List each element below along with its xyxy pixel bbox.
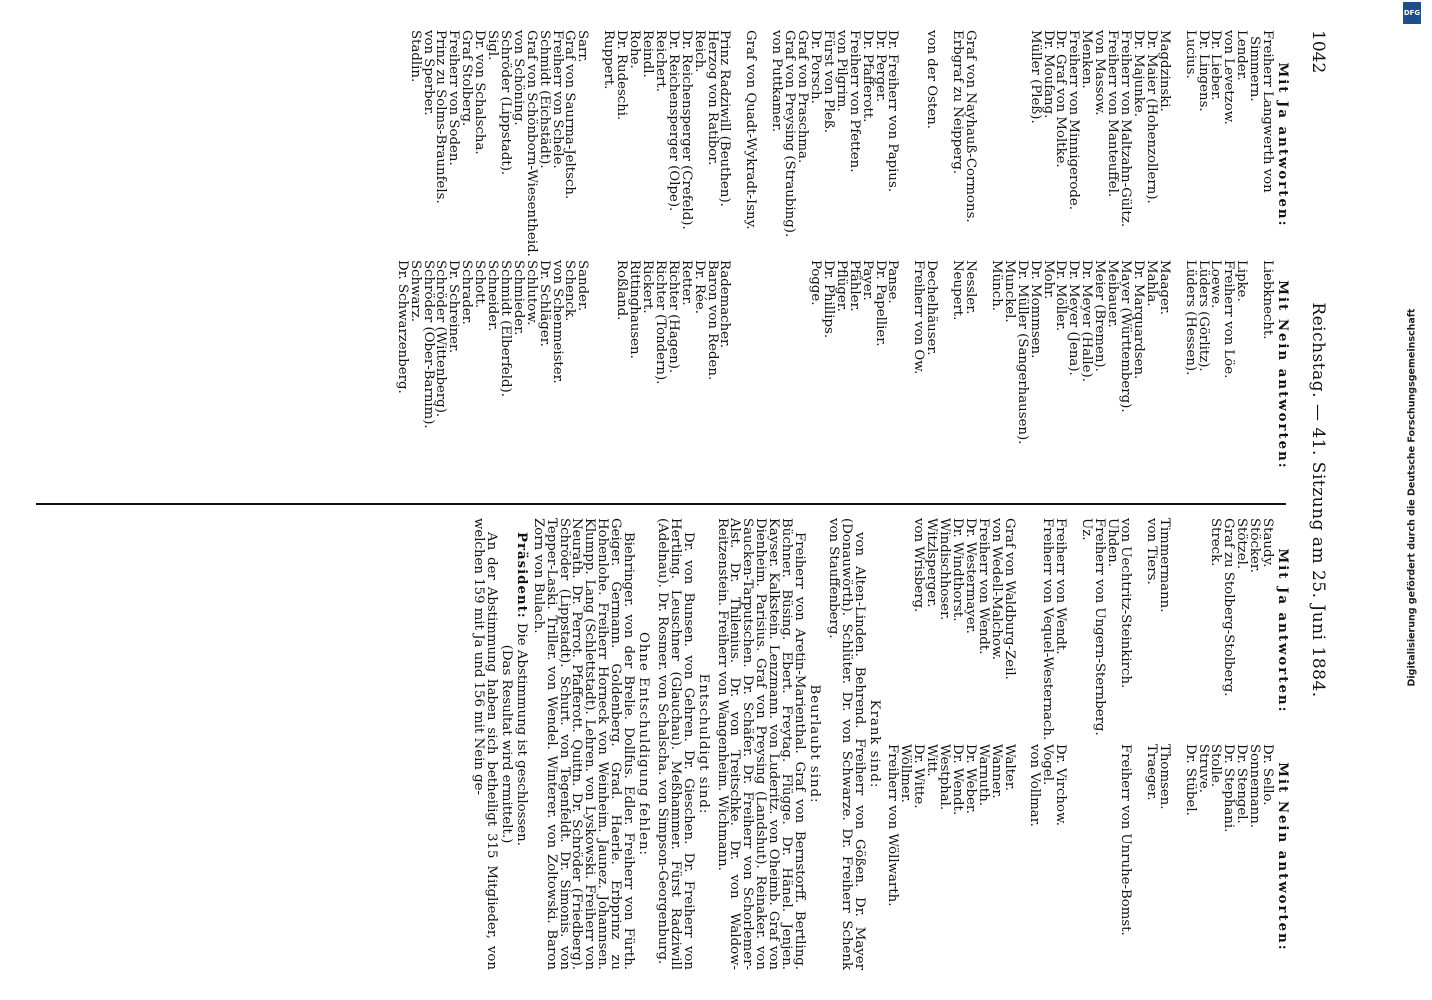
- yes-vote-name: Dr. Rudeschi.: [614, 30, 630, 121]
- no-vote-name: Pfähler.: [846, 260, 862, 312]
- yes-vote-name: Freiherr von Schele.: [549, 30, 565, 169]
- vote-row: [1234, 518, 1250, 970]
- yes-vote-name: Windischhoser.: [937, 518, 953, 621]
- no-vote-name: Dr. Virchow.: [1053, 744, 1069, 827]
- vote-row: [1118, 30, 1134, 490]
- no-vote-name: Walter.: [1001, 744, 1017, 792]
- yes-vote-name: von Schöning.: [510, 30, 526, 126]
- no-vote-name: Dr. Müller (Sangerhausen).: [1014, 260, 1030, 445]
- yes-vote-name: Graf von Nayhauß-Cormons.: [963, 30, 979, 223]
- yes-vote-name: [1183, 518, 1196, 744]
- no-vote-name: Stolle.: [1208, 744, 1224, 788]
- yes-vote-name: Freiherr von Maltzahn-Gültz.: [1118, 30, 1134, 228]
- vote-row: [1053, 518, 1069, 970]
- page-header: [1300, 30, 1330, 970]
- no-vote-name: Lüders (Görlitz).: [1195, 260, 1211, 372]
- no-vote-name: Freiherr von Unruhe-Bomst.: [1117, 744, 1133, 936]
- no-vote-name: von Schenmeister.: [549, 260, 565, 384]
- no-vote-name: [1105, 744, 1118, 970]
- no-vote-name: Lipke.: [1234, 260, 1250, 302]
- yes-vote-name: Freiherr von Ungern-Sternberg.: [1092, 518, 1108, 736]
- no-vote-name: Schmieder.: [510, 260, 526, 336]
- vote-row: [911, 30, 927, 490]
- list-spacer: [588, 30, 601, 490]
- no-vote-name: Dr. Weber.: [962, 744, 978, 814]
- yes-vote-name: [1196, 518, 1209, 744]
- yes-vote-name: Dr. Reichensperger (Crefeld).: [678, 30, 694, 230]
- yes-vote-name: von Levetzow.: [1221, 30, 1237, 125]
- no-vote-name: Schröder (Wittenberg).: [433, 260, 449, 418]
- yes-vote-name: Graf von Praschma.: [795, 30, 811, 164]
- vote-row: [1079, 30, 1095, 490]
- no-vote-name: [795, 260, 808, 490]
- no-vote-name: Schrader.: [459, 260, 475, 325]
- no-vote-name: Traeger.: [1143, 744, 1159, 801]
- no-vote-name: Mohr.: [1040, 260, 1056, 300]
- no-vote-name: Nessler.: [963, 260, 979, 315]
- no-vote-name: Rickert.: [640, 260, 656, 314]
- vote-row: [1234, 30, 1250, 490]
- dfg-logo: DFG: [1403, 2, 1421, 24]
- yes-vote-name: Uz.: [1079, 518, 1095, 541]
- vote-row: [576, 30, 589, 490]
- yes-vote-name: Freiherr von Manteuffel.: [1105, 30, 1121, 198]
- no-vote-name: Dr. Stengel.: [1234, 744, 1250, 824]
- no-vote-name: Munckel.: [1001, 260, 1017, 323]
- yes-vote-name: Magdzinski.: [1156, 30, 1172, 112]
- no-vote-name: Dr. Meyer (Halle).: [1079, 260, 1095, 382]
- no-vote-name: Rittinghausen.: [627, 260, 643, 359]
- no-vote-name: Westphal.: [937, 744, 953, 811]
- yes-vote-name: Reich.: [691, 30, 707, 73]
- no-vote-name: Dr. Stephani.: [1221, 744, 1237, 833]
- no-vote-name: Neupert.: [950, 260, 966, 321]
- no-vote-name: Schneider.: [485, 260, 501, 332]
- page-title: Reichstag. — 41. Sitzung am 25. Juni 1884.: [1308, 302, 1328, 698]
- yes-vote-name: Dr. Lingens.: [1195, 30, 1211, 112]
- yes-vote-name: Stöcker.: [1247, 518, 1263, 573]
- vote-row: [1183, 518, 1196, 970]
- no-vote-name: Sonnemann.: [1247, 744, 1263, 829]
- yes-vote-name: Freiherr von Pfetten.: [846, 30, 862, 173]
- no-vote-name: Sander.: [575, 260, 591, 312]
- no-vote-name: Richter (Tondern).: [652, 260, 668, 385]
- yes-vote-name: Graf Stolberg.: [459, 30, 475, 127]
- vote-row: [886, 518, 899, 970]
- yes-vote-name: Graf zu Stolberg-Stolberg.: [1221, 518, 1237, 697]
- no-vote-name: Retter.: [678, 260, 694, 306]
- no-vote-name: Wöllmer.: [898, 744, 914, 803]
- vote-row: [1079, 518, 1095, 970]
- no-vote-name: Warnuth.: [975, 744, 991, 807]
- yes-vote-name: Fürst von Pleß.: [820, 30, 836, 134]
- excused-heading: Entschuldigt sind:: [695, 673, 711, 815]
- vote-headings: [1275, 518, 1288, 970]
- no-vote-name: [1079, 744, 1092, 970]
- yes-vote-name: Ruppert.: [601, 30, 617, 90]
- no-vote-name: Dr. Wendt.: [949, 744, 965, 816]
- yes-vote-name: [911, 30, 924, 260]
- no-vote-name: [601, 260, 614, 490]
- yes-vote-name: Erbgraf zu Neipperg.: [950, 30, 966, 175]
- vote-row: [446, 30, 462, 490]
- yes-vote-name: von Uechtritz-Steinkirch.: [1117, 518, 1133, 689]
- no-vote-name: Loewe.: [1208, 260, 1224, 309]
- no-heading: Mit Nein antworten:: [1275, 280, 1290, 470]
- no-vote-name: von Vollmar.: [1027, 744, 1043, 827]
- yes-vote-name: Schröder (Lippstadt).: [497, 30, 513, 176]
- yes-vote-name: Schmidt (Eichstädt).: [536, 30, 552, 169]
- leave-heading: Beurlaubt sind:: [806, 684, 822, 804]
- no-vote-name: Meier (Bremen).: [1092, 260, 1108, 372]
- yes-vote-name: Freiherr von Soden.: [446, 30, 462, 166]
- final-paragraph: An der Abstimmung haben sich betheiligt 315 Mitglieder, von welchen 159 mit Ja und 156 mit Nein ge-: [471, 518, 500, 970]
- vote-row: [395, 30, 408, 490]
- no-vote-name: Dr. Witte.: [911, 744, 927, 809]
- no-vote-name: Witt.: [924, 744, 940, 777]
- yes-vote-name: Streck.: [1208, 518, 1224, 567]
- vote-row: [601, 30, 617, 490]
- excused-list: Dr. von Bunsen. von Gehren. Dr. Gieschen. Dr. Freiherr von Hertling. Leuschner (Glauchau). Meßhammer. Fürst Radziwill (Adelnau). Dr. Rosmer. von Schalscha. von Simpson-Georgenburg.: [654, 518, 696, 970]
- vote-row: [898, 518, 914, 970]
- vote-row: [1221, 518, 1237, 970]
- no-heading: Mit Nein antworten:: [1275, 762, 1290, 952]
- no-vote-name: Liebknecht.: [1260, 260, 1276, 340]
- column-divider: [36, 503, 1286, 505]
- no-vote-name: Roßland.: [614, 260, 630, 321]
- yes-vote-name: Sigl.: [485, 30, 501, 61]
- vote-row: [1144, 518, 1157, 970]
- yes-vote-name: Freiherr von Vequel-Westernach.: [1040, 518, 1056, 741]
- no-vote-name: Richter (Hagen).: [665, 260, 681, 374]
- list-spacer: [937, 30, 950, 490]
- vote-row: [808, 30, 821, 490]
- yes-vote-name: [395, 30, 408, 260]
- no-vote-name: Schlutow.: [523, 260, 539, 326]
- yes-vote-name: Herzog von Ratibor.: [704, 30, 720, 166]
- yes-vote-name: von Puttkamer.: [769, 30, 785, 133]
- no-vote-name: Dr. Stübel.: [1182, 744, 1198, 816]
- vote-row: [1247, 518, 1263, 970]
- vote-row: [627, 30, 643, 490]
- vote-row: [614, 30, 630, 490]
- yes-vote-name: [989, 30, 1002, 260]
- vote-row: [1092, 518, 1108, 970]
- vote-row: [1247, 30, 1276, 490]
- no-vote-name: Dr. Möller.: [1053, 260, 1069, 332]
- yes-vote-name: Staudy.: [1260, 518, 1276, 568]
- vote-row: [769, 30, 785, 490]
- yes-vote-name: Prinz zu Solms-Braunfels.: [433, 30, 449, 204]
- no-vote-name: Dr. Schläger.: [536, 260, 552, 347]
- yes-vote-name: Dr. Windthorst.: [949, 518, 965, 622]
- no-vote-name: Dr. Papellier.: [872, 260, 888, 347]
- yes-vote-name: von Sperber.: [420, 30, 436, 116]
- yes-vote-name: Sarr.: [575, 30, 591, 63]
- yes-vote-name: Graf von Schönborn-Wiesentheid.: [523, 30, 539, 257]
- yes-vote-name: Graf von Waldburg-Zeil.: [1001, 518, 1017, 680]
- vote-row: [1105, 30, 1121, 490]
- no-vote-name: Schenck.: [562, 260, 578, 322]
- president-text: Die Abstimmung ist geschlossen.: [513, 622, 529, 846]
- vote-row: [963, 30, 979, 490]
- list-spacer: [898, 30, 911, 490]
- column-left: [43, 30, 1288, 490]
- yes-vote-name: [1028, 518, 1041, 744]
- no-vote-name: Dr. Schreiner.: [446, 260, 462, 354]
- no-vote-name: Mayer (Württemberg).: [1118, 260, 1134, 413]
- yes-vote-name: Uhden.: [1105, 518, 1121, 567]
- no-vote-name: Panse.: [885, 260, 901, 304]
- vote-row: [782, 30, 798, 490]
- yes-vote-name: Freiherr von Wendt.: [1053, 518, 1069, 655]
- yes-vote-name: Reindl.: [640, 30, 656, 78]
- no-vote-name: [769, 260, 782, 490]
- yes-vote-name: von Massow.: [1092, 30, 1108, 116]
- yes-vote-name: Prinz Radziwill (Beuthen).: [717, 30, 733, 207]
- page-number: 1042: [1308, 30, 1328, 74]
- yes-vote-name: Dr. Porsch.: [808, 30, 823, 104]
- no-vote-name: Struve.: [1195, 744, 1211, 793]
- yes-vote-name: von Pilgrim.: [833, 30, 849, 112]
- vote-row: [640, 30, 656, 490]
- yes-vote-name: Dr. Graf von Moltke.: [1053, 30, 1069, 168]
- vote-row: [1041, 518, 1054, 970]
- yes-vote-name: Freiherr von Wendt.: [975, 518, 991, 655]
- yes-vote-name: Dr. Majunke.: [1130, 30, 1146, 117]
- yes-vote-name: Dr. Freiherr von Papius.: [885, 30, 901, 193]
- no-vote-name: Dechelhäuser.: [924, 260, 940, 356]
- no-vote-name: Maager.: [1156, 260, 1172, 315]
- result-note: (Das Resultat wird ermittelt.): [498, 644, 514, 844]
- no-vote-name: Schwarz.: [407, 260, 423, 323]
- yes-vote-name: Lender.: [1234, 30, 1250, 81]
- yes-vote-name: Stadlin.: [407, 30, 423, 83]
- no-vote-name: [743, 260, 756, 490]
- yes-vote-name: von Wrisberg.: [911, 518, 927, 613]
- list-spacer: [756, 30, 769, 490]
- no-vote-name: Vogel.: [1040, 744, 1056, 786]
- no-vote-name: Freiherr von Löe.: [1221, 260, 1237, 379]
- no-vote-name: Dr. Sello.: [1260, 744, 1276, 806]
- yes-vote-name: Stötzel.: [1234, 518, 1250, 570]
- sick-heading: Krank sind:: [866, 699, 882, 789]
- vote-row: [1105, 518, 1121, 970]
- no-vote-name: Dr. Phillips.: [820, 260, 836, 339]
- vote-row: [937, 518, 953, 970]
- absent-heading: Ohne Entschuldigung fehlen:: [636, 631, 652, 857]
- president-statement: [514, 518, 527, 970]
- vote-row: [924, 30, 940, 490]
- no-vote-name: Pogge.: [808, 260, 823, 306]
- absent-list: Biehringer. von der Brelie. Dollfus. Edler. Freiherr von Fürth. Geiger. Germann. Goldenberg. Grad. Haerle. Erbprinz zu Hohenlohe. Freiherr Horneck von Weinheim. Jaunez. Johannsen. Klumpp. Lang (Schlettstadt). Lehren. von Lyskowski. Freiherr von Neurath. Dr. Perrot. Pfafferott. Quittn. Dr. Schröder (Friedberg). Schröder (Lippstadt). Schurt. von Tegenfeldt. Dr. Simonis. von Tepper-Laski. Triller. von Wendel. Winterer. von Zoltowski. Baron Zorn von Bulach.: [530, 518, 637, 970]
- yes-vote-name: Dr. Moufang.: [1040, 30, 1056, 119]
- no-vote-name: Wanner.: [988, 744, 1004, 799]
- vote-row: [1183, 30, 1196, 490]
- list-spacer: [976, 30, 989, 490]
- no-vote-name: Payer.: [859, 260, 875, 301]
- list-spacer: [1066, 518, 1079, 970]
- vote-row: [1028, 518, 1041, 970]
- vote-row: [1118, 518, 1131, 970]
- yes-vote-name: von der Osten.: [924, 30, 940, 129]
- credit-text: Digitalisierung gefördert durch die Deutsche Forschungsgemeinschaft: [1406, 308, 1418, 687]
- no-vote-name: Thomsen.: [1156, 744, 1172, 810]
- no-vote-name: Dr. Mommsen.: [1027, 260, 1043, 359]
- no-vote-name: Dr. Rée.: [691, 260, 707, 314]
- yes-vote-name: [886, 518, 899, 744]
- yes-heading: Mit Ja antworten:: [1275, 62, 1290, 228]
- no-vote-name: Baron von Reden.: [704, 260, 720, 381]
- yes-vote-name: Dr. Westermayer.: [962, 518, 978, 634]
- yes-vote-name: Dr. Reichensperger (Olpe).: [665, 30, 681, 212]
- vote-row: [989, 30, 1002, 490]
- yes-vote-name: Graf von Preysing (Straubing).: [782, 30, 798, 238]
- no-vote-name: Dr. Schwarzenberg.: [394, 260, 410, 394]
- vote-row: [795, 30, 811, 490]
- yes-vote-name: Dr. Pfafferott.: [859, 30, 875, 123]
- vote-row: [459, 30, 475, 490]
- vote-row: [1221, 30, 1237, 490]
- yes-vote-name: Freiherr Langwerth von Simmern.: [1247, 30, 1276, 193]
- column-right: [43, 518, 1288, 970]
- vote-row: [1067, 30, 1080, 490]
- no-vote-name: [782, 260, 795, 490]
- list-spacer: [730, 30, 743, 490]
- no-vote-name: Schott.: [472, 260, 488, 309]
- no-vote-name: Meibauer.: [1105, 260, 1121, 328]
- yes-vote-name: Menken.: [1079, 30, 1095, 89]
- yes-vote-name: Rohe.: [627, 30, 643, 69]
- leave-list: Freiherr von Aretin-Marienthal. Graf von Bernstorff. Bertling. Büchner. Büsing. Ebert. Freytag. Flügge. Dr. Hänel. Jenjen. Kayser. Kalkstein. Lenzmann. von Luderitz. von Oheimb. Graf von Dienheim. Parisius. Graf von Preysing (Landshut). Reinaker. von Saucken-Tarputschen. Dr. Schäfer. Dr. Freiherr von Schorlemer-Alst. Dr. Thilenius. Dr. von Treitschke. Dr. von Waldow-Reitzenstein. Freiherr von Wangenheim. Wichmann.: [714, 518, 807, 970]
- yes-vote-name: Dr. Lieber.: [1208, 30, 1224, 101]
- no-vote-name: Freiherr von Wöllwarth.: [885, 744, 901, 907]
- no-vote-name: Lüders (Hessen).: [1182, 260, 1198, 376]
- yes-vote-name: von Wedell-Malchow.: [988, 518, 1004, 660]
- yes-vote-name: Timmermann.: [1156, 518, 1172, 613]
- no-vote-name: Rademacher.: [717, 260, 733, 349]
- yes-vote-name: Dr. Maier (Hohenzollern).: [1143, 30, 1159, 204]
- yes-vote-name: [898, 518, 911, 744]
- vote-list-left: [394, 30, 1276, 490]
- yes-vote-name: Freiherr von Minnigerode.: [1066, 30, 1082, 210]
- no-vote-name: Mahla.: [1143, 260, 1159, 307]
- yes-vote-name: Witzlsperger.: [924, 518, 940, 608]
- vote-row: [911, 518, 927, 970]
- no-vote-name: Freiherr von Ow.: [911, 260, 927, 375]
- vote-row: [485, 30, 501, 490]
- no-vote-name: Münch.: [988, 260, 1004, 311]
- vote-row: [950, 30, 966, 490]
- no-vote-name: Schmidt (Elberfeld).: [497, 260, 513, 397]
- no-vote-name: Dr. Meyer (Jena).: [1066, 260, 1082, 376]
- yes-vote-name: Graf von Quadt-Wykradt-Isny.: [743, 30, 759, 230]
- sick-list: von Alten-Linden. Behrend. Freiherr von Gößen. Dr. Mayer (Donauwörth). Schlüter. Dr. von Schwarze. Dr. Freiherr Schenk von Stauffenberg.: [825, 518, 867, 970]
- yes-vote-name: [1015, 30, 1028, 260]
- no-vote-name: Pflüger.: [833, 260, 849, 312]
- yes-heading: Mit Ja antworten:: [1275, 548, 1290, 714]
- yes-vote-name: von Tiers.: [1143, 518, 1159, 585]
- vote-row: [924, 518, 940, 970]
- vote-row: [743, 30, 759, 490]
- rotated-page-content: [30, 30, 1330, 970]
- yes-vote-name: Müller (Pleß).: [1027, 30, 1043, 124]
- yes-vote-name: Lucius.: [1182, 30, 1198, 79]
- vote-row: [1260, 518, 1276, 970]
- yes-vote-name: Graf von Saurma-Jeltsch.: [562, 30, 578, 200]
- yes-vote-name: [1002, 30, 1015, 260]
- no-vote-name: Dr. Marquardsen.: [1130, 260, 1146, 380]
- president-label: Präsident:: [513, 532, 529, 619]
- vote-list-right: [886, 518, 1274, 970]
- vote-row: [1092, 30, 1108, 490]
- vote-headings: [1275, 30, 1288, 490]
- vote-row: [472, 30, 488, 490]
- yes-vote-name: Dr. Perger.: [872, 30, 888, 103]
- yes-vote-name: Dr. von Schalscha.: [472, 30, 488, 155]
- no-vote-name: Schröder (Ober-Barnim).: [420, 260, 436, 429]
- no-vote-name: [1092, 744, 1105, 970]
- yes-vote-name: Reichert.: [652, 30, 668, 92]
